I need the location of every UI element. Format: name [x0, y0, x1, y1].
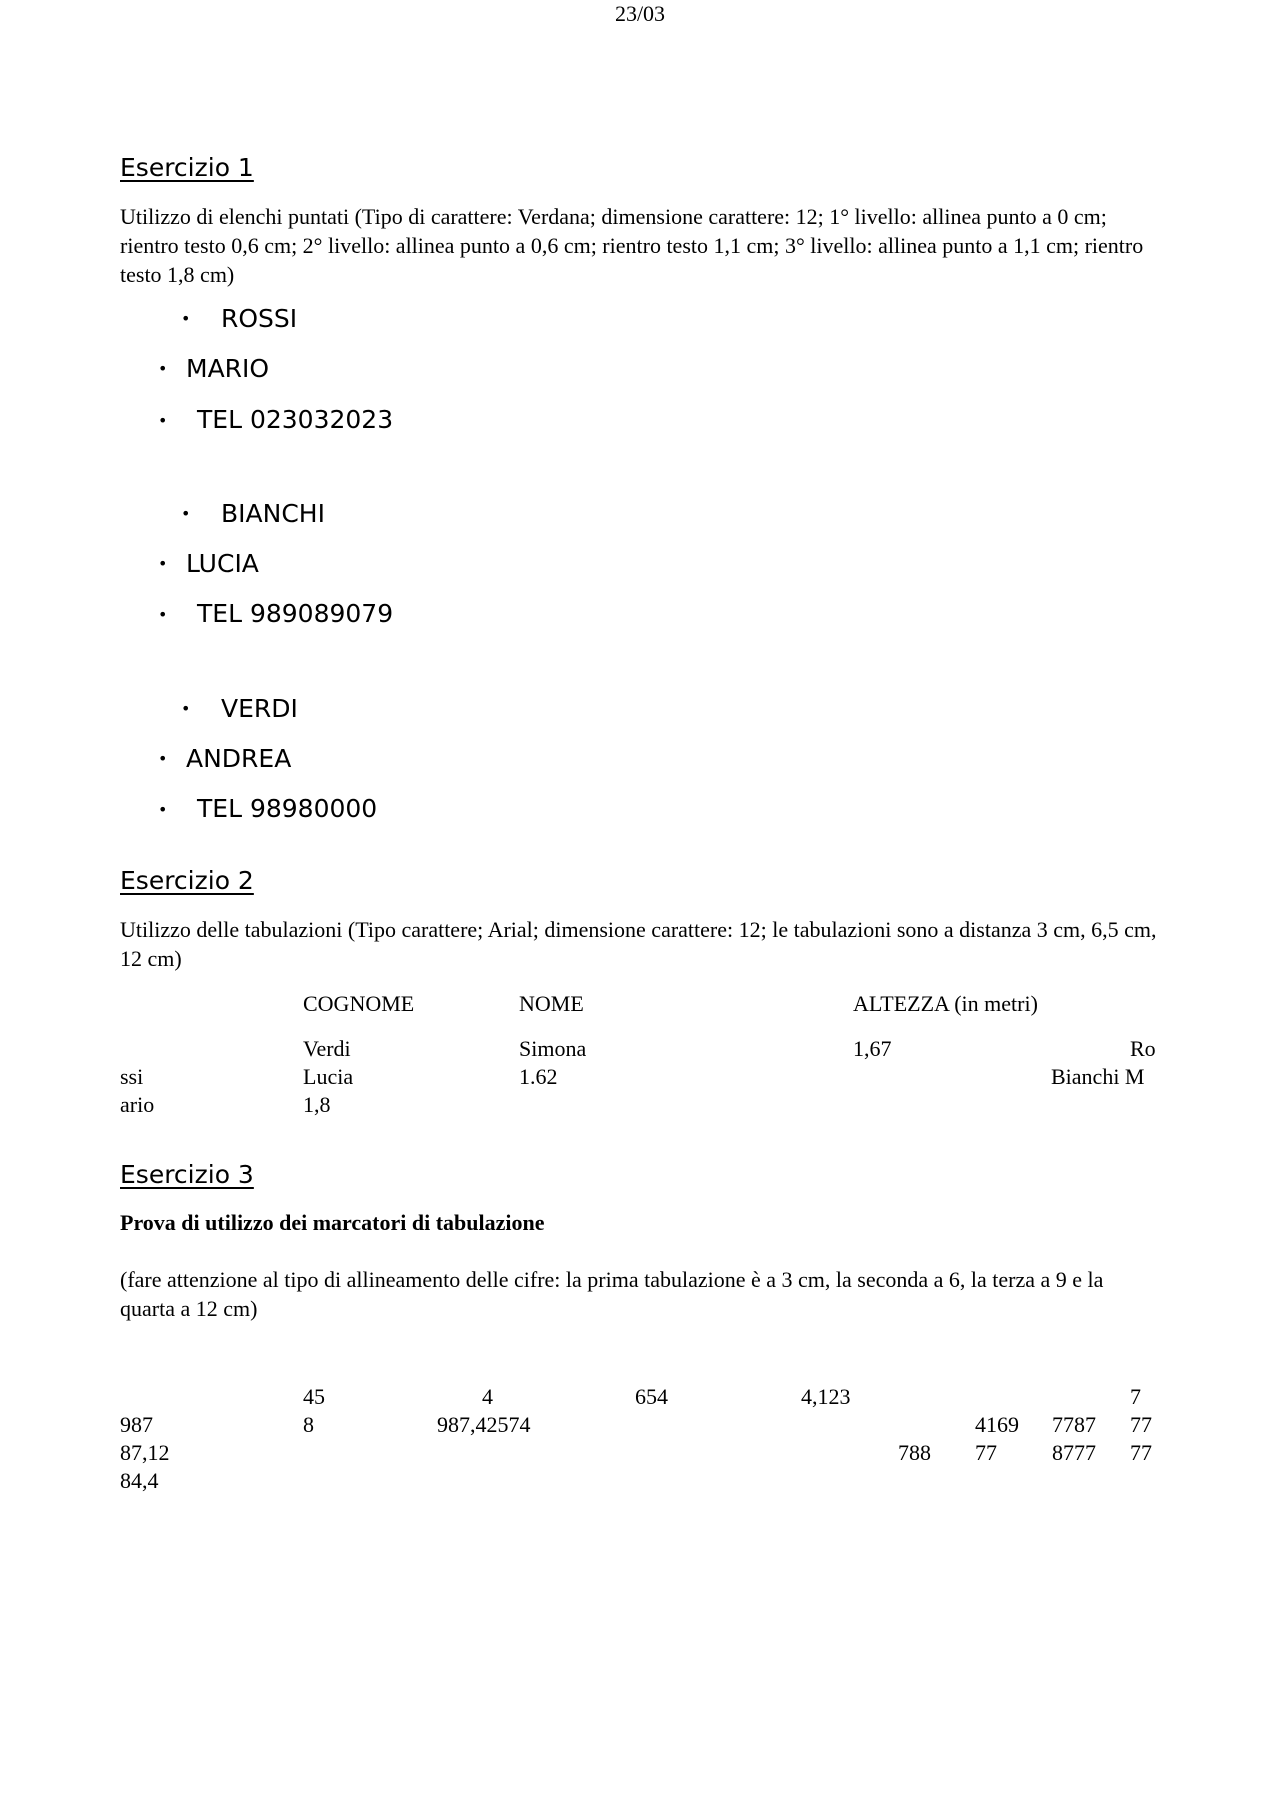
bullet-glyph: •	[181, 309, 191, 328]
exercise-2-title: Esercizio 2	[120, 866, 254, 895]
table-cell: 987,42574	[437, 1412, 531, 1437]
table-cell: 77	[1130, 1440, 1152, 1465]
table-cell: 87,12	[120, 1440, 170, 1465]
list-item-surname: ROSSI	[221, 304, 298, 333]
bullet-glyph: •	[158, 800, 168, 819]
exercise-3-title: Esercizio 3	[120, 1160, 254, 1189]
bullet-glyph: •	[158, 411, 168, 430]
table-cell: 4	[482, 1384, 493, 1409]
page-header: 23/03	[614, 1, 666, 26]
table-cell: 45	[303, 1384, 325, 1409]
table-cell: Simona	[519, 1036, 587, 1061]
exercise-2-description: Utilizzo delle tabulazioni (Tipo carattere; Arial; dimensione carattere: 12; le tabulazioni sono a distanza 3 cm, 6,5 cm, 12 cm)	[120, 917, 1157, 971]
list-item-phone: TEL 989089079	[197, 599, 394, 628]
table-cell: 77	[975, 1440, 997, 1465]
exercise-1-description: Utilizzo di elenchi puntati (Tipo di carattere: Verdana; dimensione carattere: 12; 1° livello: allinea punto a 0 cm; rientro testo 0,6 cm; 2° livello: allinea punto a 0,6 cm; rientro testo 1,1 cm; 3° livello: allinea punto a 1,1 cm; rientro testo 1,8 cm)	[120, 204, 1144, 287]
column-header-name: NOME	[519, 991, 584, 1016]
table-cell: Verdi	[303, 1036, 351, 1061]
list-item-phone: TEL 023032023	[197, 405, 394, 434]
table-cell: ssi	[120, 1064, 144, 1089]
list-item-name: LUCIA	[186, 549, 259, 578]
exercise-3-subtitle: Prova di utilizzo dei marcatori di tabulazione	[120, 1210, 545, 1235]
table-cell: 77	[1130, 1412, 1152, 1437]
table-cell: 4169	[975, 1412, 1019, 1437]
table-cell: 654	[635, 1384, 668, 1409]
list-item-surname: VERDI	[221, 694, 298, 723]
table-cell: Ro	[1130, 1036, 1156, 1061]
exercise-3-description: (fare attenzione al tipo di allineamento delle cifre: la prima tabulazione è a 3 cm, la seconda a 6, la terza a 9 e la quarta a 12 cm)	[120, 1267, 1104, 1321]
table-cell: 788	[898, 1440, 931, 1465]
table-cell: 7	[1130, 1384, 1141, 1409]
column-header-height: ALTEZZA (in metri)	[853, 991, 1038, 1016]
bullet-glyph: •	[158, 554, 168, 573]
table-cell: Lucia	[303, 1064, 354, 1089]
table-cell: 84,4	[120, 1468, 159, 1493]
bullet-glyph: •	[158, 605, 168, 624]
bullet-glyph: •	[158, 359, 168, 378]
table-cell: 1,8	[303, 1092, 331, 1117]
table-cell: 987	[120, 1412, 153, 1437]
bullet-glyph: •	[158, 749, 168, 768]
list-item-name: MARIO	[186, 354, 270, 383]
table-cell: ario	[120, 1092, 155, 1117]
list-item-phone: TEL 98980000	[197, 794, 378, 823]
table-cell: 4,123	[801, 1384, 851, 1409]
list-item-surname: BIANCHI	[221, 499, 325, 528]
bullet-glyph: •	[181, 699, 191, 718]
bullet-glyph: •	[181, 504, 191, 523]
table-cell: Bianchi M	[1051, 1064, 1145, 1089]
table-cell: 8	[303, 1412, 314, 1437]
exercise-1-title: Esercizio 1	[120, 153, 254, 182]
table-cell: 8777	[1052, 1440, 1096, 1465]
table-cell: 7787	[1052, 1412, 1096, 1437]
table-cell: 1.62	[519, 1064, 558, 1089]
list-item-name: ANDREA	[186, 744, 292, 773]
table-cell: 1,67	[853, 1036, 892, 1061]
column-header-surname: COGNOME	[303, 991, 415, 1016]
